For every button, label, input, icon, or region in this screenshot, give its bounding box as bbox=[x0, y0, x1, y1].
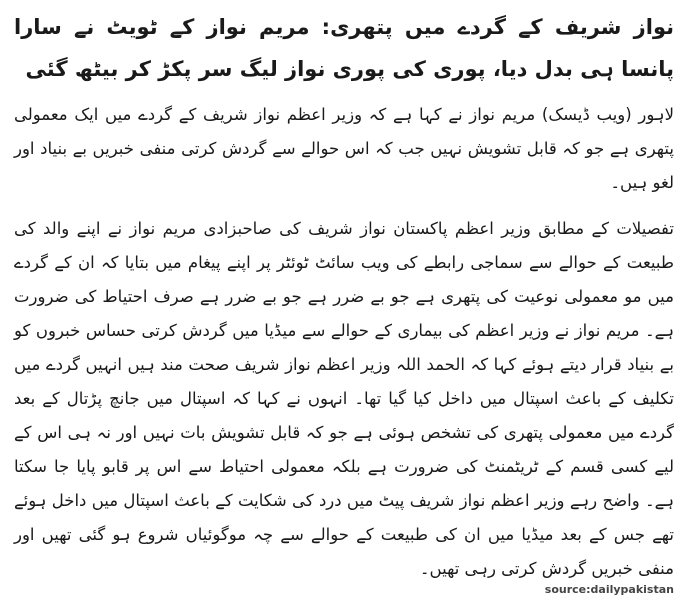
lead-paragraph: لاہور (ویب ڈیسک) مریم نواز نے کہا ہے کہ وزیر اعظم نواز شریف کے گردے میں ایک معمولی پتھری ہے جو کہ قابل تشویش نہیں جب کہ اس حوالے سے گردش کرتی منفی خبریں بے بنیاد اور لغو ہیں۔ bbox=[14, 105, 674, 192]
body-paragraph: تفصیلات کے مطابق وزیر اعظم پاکستان نواز شریف کی صاحبزادی مریم نواز نے اپنے والد کی طبیعت کے حوالے سے سماجی رابطے کی ویب سائٹ ٹوئٹر پر اپنے پیغام میں بتایا کہ ان کے گردے میں مو معمولی نوعیت کی پتھری ہے جو بے ضرر ہے جو بے ضرر ہے صرف احتیاط کی ضرورت ہے۔ مریم نواز نے وزیر اعظم کی بیماری کے حوالے سے میڈیا میں گردش کرتی حساس خبروں کو بے بنیاد قرار دیتے ہوئے کہا کہ الحمد اللہ وزیر اعظم نواز شریف صحت مند ہیں انہیں گردے میں تکلیف کے باعث اسپتال میں داخل کیا گیا تھا۔ انہوں نے کہا کہ اسپتال میں جانچ پڑتال کے بعد گردے میں معمولی پتھری کی تشخص ہوئی ہے جو کہ قابل تشویش بات نہیں اور نہ ہی اس کے لیے کسی قسم کے ٹریٹمنٹ کی ضرورت ہے بلکہ معمولی احتیاط سے اس پر قابو پایا جا سکتا ہے۔ واضح رہے وزیر اعظم نواز شریف پیٹ میں درد کی شکایت کے باعث اسپتال میں داخل ہوئے تھے جس کے بعد میڈیا میں ان کی طبیعت کے حوالے سے چہ موگوئیاں شروع ہو گئی تھیں اور منفی خبریں گردش کرتی رہی تھیں۔ bbox=[14, 219, 674, 578]
article bbox=[14, 6, 674, 586]
headline: نواز شریف کے گردے میں پتھری: مریم نواز کے ٹویٹ نے سارا پانسا ہی بدل دیا، پوری کی پوری نواز لیگ سر پکڑ کر بیٹھ گئی bbox=[14, 15, 674, 81]
source-credit: source:dailypakistan bbox=[544, 583, 674, 596]
